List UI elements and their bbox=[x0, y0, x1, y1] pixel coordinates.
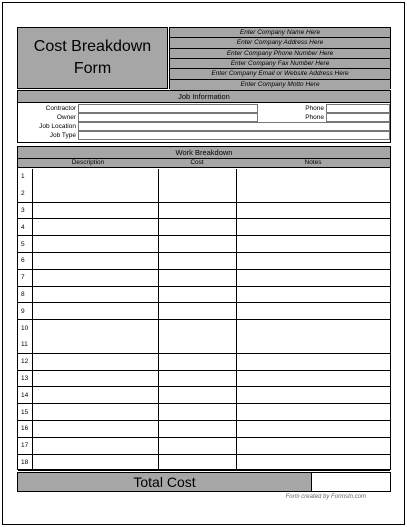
work-breakdown-heading: Work Breakdown bbox=[18, 147, 390, 159]
table-row[interactable] bbox=[18, 203, 390, 220]
row-number: 17 bbox=[21, 442, 29, 450]
column-divider bbox=[158, 169, 159, 469]
column-divider bbox=[32, 169, 33, 469]
phone-field[interactable] bbox=[326, 104, 390, 113]
form-page bbox=[2, 2, 405, 525]
table-row[interactable] bbox=[18, 371, 390, 388]
contractor-label: Contractor bbox=[45, 105, 76, 112]
table-row[interactable] bbox=[18, 270, 390, 287]
work-breakdown-section bbox=[17, 146, 391, 470]
cost-column-header: Cost bbox=[190, 159, 204, 166]
row-number: 6 bbox=[21, 257, 25, 265]
row-number: 5 bbox=[21, 240, 25, 248]
job-type-label: Job Type bbox=[49, 132, 76, 139]
owner-row bbox=[18, 113, 390, 122]
row-number: 7 bbox=[21, 274, 25, 282]
table-row[interactable] bbox=[18, 287, 390, 304]
table-row[interactable] bbox=[18, 236, 390, 253]
column-headers bbox=[18, 159, 390, 168]
total-cost-label: Total Cost bbox=[18, 473, 312, 491]
table-row[interactable] bbox=[18, 169, 390, 203]
table-row[interactable] bbox=[18, 303, 390, 320]
company-motto-field[interactable]: Enter Company Motto Here bbox=[170, 80, 390, 90]
row-number: 11 bbox=[21, 341, 28, 349]
job-type-row bbox=[18, 131, 390, 140]
table-row[interactable] bbox=[18, 438, 390, 455]
row-number: 9 bbox=[21, 307, 25, 315]
job-information-heading: Job Information bbox=[18, 91, 390, 103]
description-column-header: Description bbox=[71, 159, 105, 166]
company-phone-field[interactable]: Enter Company Phone Number Here bbox=[170, 49, 390, 59]
company-fax-field[interactable]: Enter Company Fax Number Here bbox=[170, 59, 390, 69]
table-row[interactable] bbox=[18, 320, 390, 354]
owner-field[interactable] bbox=[78, 113, 258, 122]
row-number: 13 bbox=[21, 374, 29, 382]
table-row[interactable] bbox=[18, 387, 390, 404]
total-cost-field[interactable] bbox=[313, 473, 390, 491]
job-information-section bbox=[17, 90, 391, 143]
row-number: 8 bbox=[21, 290, 25, 298]
row-number: 1 bbox=[21, 173, 25, 181]
form-title: Cost Breakdown Form bbox=[17, 27, 168, 89]
company-email-field[interactable]: Enter Company Email or Website Address Here bbox=[170, 69, 390, 79]
row-number: 4 bbox=[21, 223, 25, 231]
job-location-label: Job Location bbox=[39, 123, 76, 130]
company-info-block bbox=[169, 27, 391, 89]
row-number: 12 bbox=[21, 358, 29, 366]
contractor-row bbox=[18, 104, 390, 113]
table-row[interactable] bbox=[18, 455, 390, 472]
job-location-row bbox=[18, 122, 390, 131]
job-location-field[interactable] bbox=[78, 122, 390, 131]
total-cost-section bbox=[17, 472, 391, 492]
table-row[interactable] bbox=[18, 404, 390, 421]
column-divider bbox=[236, 169, 237, 469]
phone-label: Phone bbox=[305, 105, 324, 112]
row-number: 14 bbox=[21, 391, 29, 399]
table-row[interactable] bbox=[18, 354, 390, 371]
row-number: 2 bbox=[21, 190, 25, 198]
footer-credit: Form created by FormsIn.com bbox=[285, 494, 366, 500]
row-number: 3 bbox=[21, 206, 25, 214]
row-number: 10 bbox=[21, 324, 29, 332]
phone-2-field[interactable] bbox=[326, 113, 390, 122]
contractor-field[interactable] bbox=[78, 104, 258, 113]
owner-label: Owner bbox=[56, 114, 76, 121]
table-row[interactable] bbox=[18, 253, 390, 270]
company-name-field[interactable]: Enter Company Name Here bbox=[170, 28, 390, 38]
notes-column-header: Notes bbox=[304, 159, 322, 166]
table-row[interactable] bbox=[18, 421, 390, 438]
table-row[interactable] bbox=[18, 219, 390, 236]
row-number: 18 bbox=[21, 458, 29, 466]
company-address-field[interactable]: Enter Company Address Here bbox=[170, 38, 390, 48]
row-number: 15 bbox=[21, 408, 29, 416]
job-type-field[interactable] bbox=[78, 131, 390, 140]
phone-2-label: Phone bbox=[305, 114, 324, 121]
row-number: 16 bbox=[21, 425, 29, 433]
